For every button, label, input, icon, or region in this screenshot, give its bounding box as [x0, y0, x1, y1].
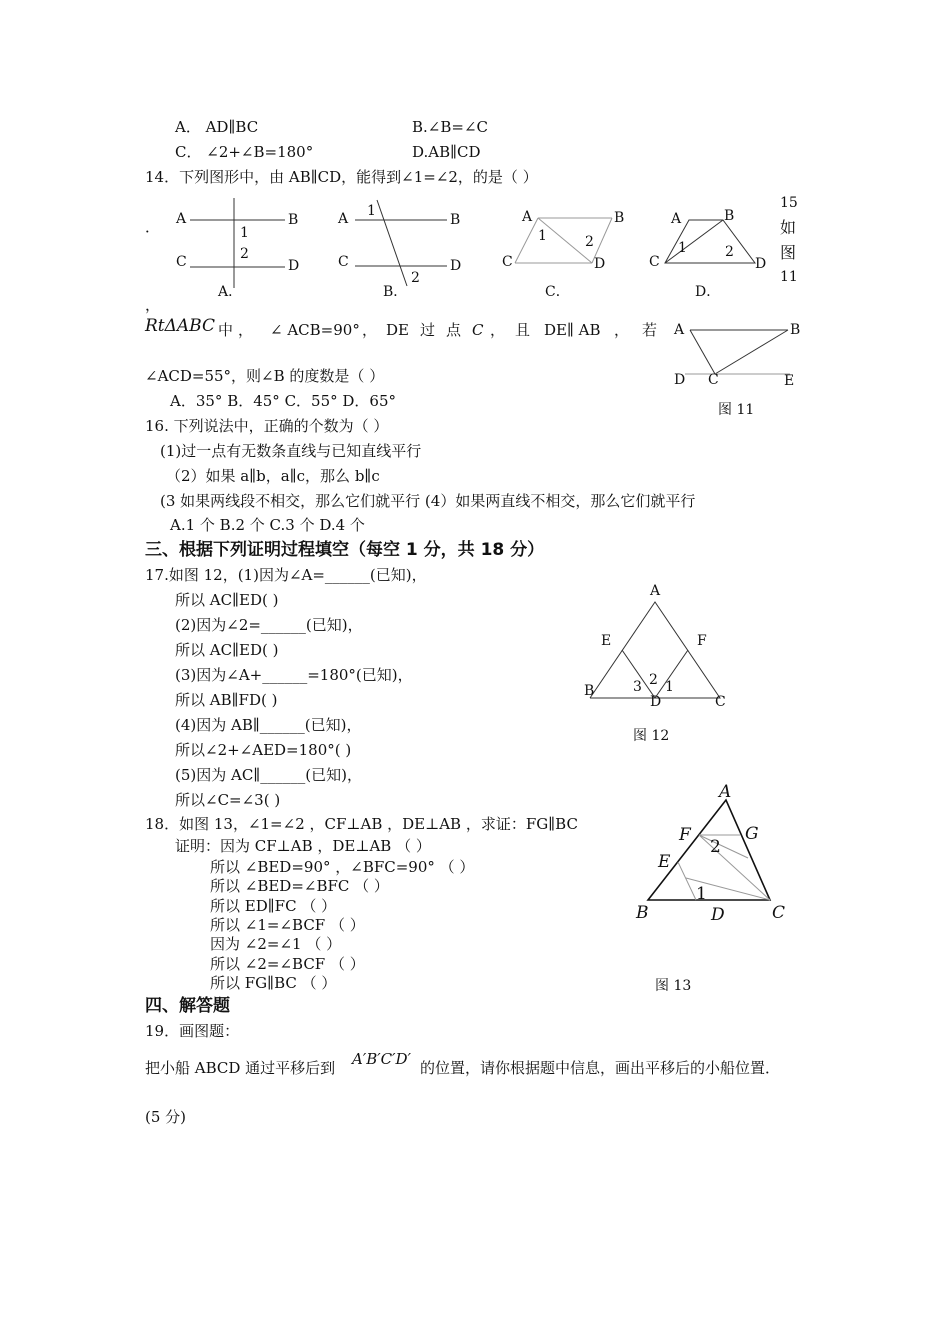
q18-line-3: 所以 ∠BED=∠BFC （ ）	[210, 877, 389, 895]
fig11-label-b: B	[790, 322, 801, 338]
fig14a-label-2: 2	[240, 246, 249, 262]
q17-line-7: 所以∠2+∠AED=180°( )	[175, 741, 352, 759]
fig14b-label-b: B	[450, 212, 461, 228]
fig11-label-e: E	[784, 373, 795, 389]
fig14c-label-1: 1	[538, 228, 547, 244]
fig14c-label-a: A	[522, 209, 533, 225]
q15-line1-p7: C	[472, 321, 484, 339]
fig14d-label-a: A	[671, 211, 682, 227]
fig14b-label-c: C	[338, 254, 349, 270]
q17-line-1: 所以 AC∥ED( )	[175, 591, 279, 609]
fig12-label-3: 3	[633, 679, 642, 695]
fig13-label-b: B	[636, 903, 649, 923]
figure-12	[575, 580, 745, 750]
fig11-label-c: C	[708, 372, 719, 388]
q15-line1-p2: ∠ ACB=90°	[270, 321, 360, 339]
q13-option-a: A． AD∥BC	[175, 118, 259, 136]
figure-11	[670, 318, 810, 423]
q17-line-0: 17.如图 12，(1)因为∠A=______(已知)，	[145, 566, 427, 584]
fig13-label-e: E	[658, 852, 671, 872]
q18-line-4: 所以 ED∥FC （ ）	[210, 897, 337, 915]
q14-stem: 14．下列图形中，由 AB∥CD，能得到∠1=∠2，的是（ ）	[145, 168, 538, 186]
q15-line1-p0: 中	[218, 321, 234, 339]
fig14b-label-d: D	[450, 258, 462, 274]
q17-line-2: (2)因为∠2=______(已知)，	[175, 616, 363, 634]
q15-side-char-2: 图	[780, 243, 797, 262]
q19-body-b: 的位置，请你根据题中信息，画出平移后的小船位置．	[420, 1059, 781, 1077]
figure-14d	[645, 198, 785, 303]
q15-line1-p5: 过	[420, 321, 436, 339]
q15-rt-triangle: RtΔABC	[145, 316, 216, 336]
fig12-label-a: A	[650, 583, 661, 599]
q18-line-0: 18．如图 13，∠1=∠2 ，CF⊥AB ，DE⊥AB ，求证：FG∥BC	[145, 815, 578, 833]
q15-line1-p11: ，	[614, 321, 630, 339]
q18-line-2: 所以 ∠BED=90° ，∠BFC=90° （ ）	[210, 858, 475, 876]
fig14d-label-2: 2	[725, 244, 734, 260]
fig13-caption: 图 13	[655, 978, 692, 994]
fig14c-label-b: B	[614, 210, 625, 226]
q16-statement-2: （2）如果 a∥b，a∥c，那么 b∥c	[166, 467, 380, 485]
q15-line1-p10: DE∥ AB	[544, 321, 601, 339]
fig11-caption: 图 11	[718, 402, 755, 418]
fig14b-label-2: 2	[411, 270, 420, 286]
figure-14c	[500, 198, 640, 303]
fig12-label-1: 1	[665, 679, 674, 695]
fig14a-label-1: 1	[240, 225, 249, 241]
fig14c-caption: C．	[545, 284, 570, 300]
fig13-label-d: D	[711, 905, 725, 925]
fig12-label-e: E	[601, 633, 612, 649]
fig14a-caption: A．	[218, 284, 243, 300]
fig12-label-b: B	[584, 683, 595, 699]
q17-line-6: (4)因为 AB∥______(已知)，	[175, 716, 362, 734]
section-4-heading: 四、解答题	[145, 996, 230, 1016]
q15-side-char-1: 如	[780, 218, 797, 237]
figure-13	[630, 780, 805, 1000]
q15-line1-p1: ，	[238, 321, 254, 339]
q15-options: A．35° B．45° C．55° D．65°	[170, 392, 397, 410]
fig14a-label-c: C	[176, 254, 187, 270]
fig13-label-a: A	[719, 782, 732, 802]
q13-option-b: B.∠B=∠C	[412, 118, 488, 136]
q19-primes: A′B′C′D′	[352, 1050, 411, 1068]
fig12-label-c: C	[715, 694, 726, 710]
q19-body-a: 把小船 ABCD 通过平移后到	[145, 1059, 336, 1077]
fig14a-label-a: A	[176, 211, 187, 227]
fig14b-caption: B．	[383, 284, 408, 300]
fig13-label-g: G	[745, 824, 759, 844]
fig11-label-d: D	[674, 372, 686, 388]
q14-dot: ．	[145, 218, 161, 236]
q17-line-8: (5)因为 AC∥______(已知)，	[175, 766, 362, 784]
fig12-label-2: 2	[649, 672, 658, 688]
q17-line-9: 所以∠C=∠3( )	[175, 791, 281, 809]
figure-14b	[335, 198, 475, 303]
q15-line1-p6: 点	[446, 321, 462, 339]
q19-score: (5 分)	[145, 1108, 187, 1126]
q15-side-num: 15	[780, 195, 798, 211]
fig14a-label-d: D	[288, 258, 300, 274]
figure-14a	[170, 198, 310, 303]
q15-comma: ，	[145, 296, 161, 314]
q18-line-8: 所以 FG∥BC （ ）	[210, 974, 337, 992]
q15-line1-p4: DE	[386, 321, 409, 339]
q17-line-4: (3)因为∠A+______=180°(已知)，	[175, 666, 413, 684]
fig11-label-a: A	[674, 322, 685, 338]
fig14b-label-a: A	[338, 211, 349, 227]
fig14c-label-2: 2	[585, 234, 594, 250]
q16-statement-3-4: (3 如果两线段不相交，那么它们就平行 (4）如果两直线不相交，那么它们就平行	[160, 492, 696, 510]
q19-stem: 19．画图题：	[145, 1022, 240, 1040]
fig14d-label-c: C	[649, 254, 660, 270]
q15-side-fig: 11	[780, 269, 798, 285]
q15-line1-p9: 且	[515, 321, 531, 339]
fig13-label-2: 2	[710, 837, 721, 857]
q15-line1-p12: 若	[642, 321, 658, 339]
q18-line-7: 所以 ∠2=∠BCF （ ）	[210, 955, 365, 973]
q18-line-5: 所以 ∠1=∠BCF （ ）	[210, 916, 365, 934]
q16-options: A.1 个 B.2 个 C.3 个 D.4 个	[170, 516, 365, 534]
fig12-caption: 图 12	[633, 728, 670, 744]
fig14c-label-c: C	[502, 254, 513, 270]
fig14d-label-d: D	[755, 256, 767, 272]
fig13-label-1: 1	[696, 884, 707, 904]
q18-line-6: 因为 ∠2=∠1 （ ）	[210, 935, 342, 953]
q16-statement-1: (1)过一点有无数条直线与已知直线平行	[160, 442, 422, 460]
section-3-heading: 三、根据下列证明过程填空（每空 1 分，共 18 分）	[145, 540, 545, 560]
fig12-label-f: F	[697, 633, 707, 649]
fig14d-caption: D．	[695, 284, 721, 300]
q13-option-c: C． ∠2+∠B=180°	[175, 143, 314, 161]
fig14c-label-d: D	[594, 256, 606, 272]
q15-question: ∠ACD=55°，则∠B 的度数是（ ）	[145, 367, 385, 385]
fig12-label-d: D	[650, 694, 662, 710]
q15-line1-p3: ，	[362, 321, 378, 339]
q17-line-5: 所以 AB∥FD( )	[175, 691, 278, 709]
fig14a-label-b: B	[288, 212, 299, 228]
fig13-label-f: F	[679, 825, 691, 845]
fig14d-label-1: 1	[678, 240, 687, 256]
q13-option-d: D.AB∥CD	[412, 143, 481, 161]
fig14b-label-1: 1	[367, 203, 376, 219]
q15-line1-p8: ，	[490, 321, 506, 339]
q17-line-3: 所以 AC∥ED( )	[175, 641, 279, 659]
fig13-label-c: C	[772, 903, 786, 923]
q16-stem: 16. 下列说法中，正确的个数为（ ）	[145, 417, 389, 435]
fig14d-label-b: B	[724, 208, 735, 224]
q18-line-1: 证明：因为 CF⊥AB ，DE⊥AB （ ）	[175, 837, 431, 855]
